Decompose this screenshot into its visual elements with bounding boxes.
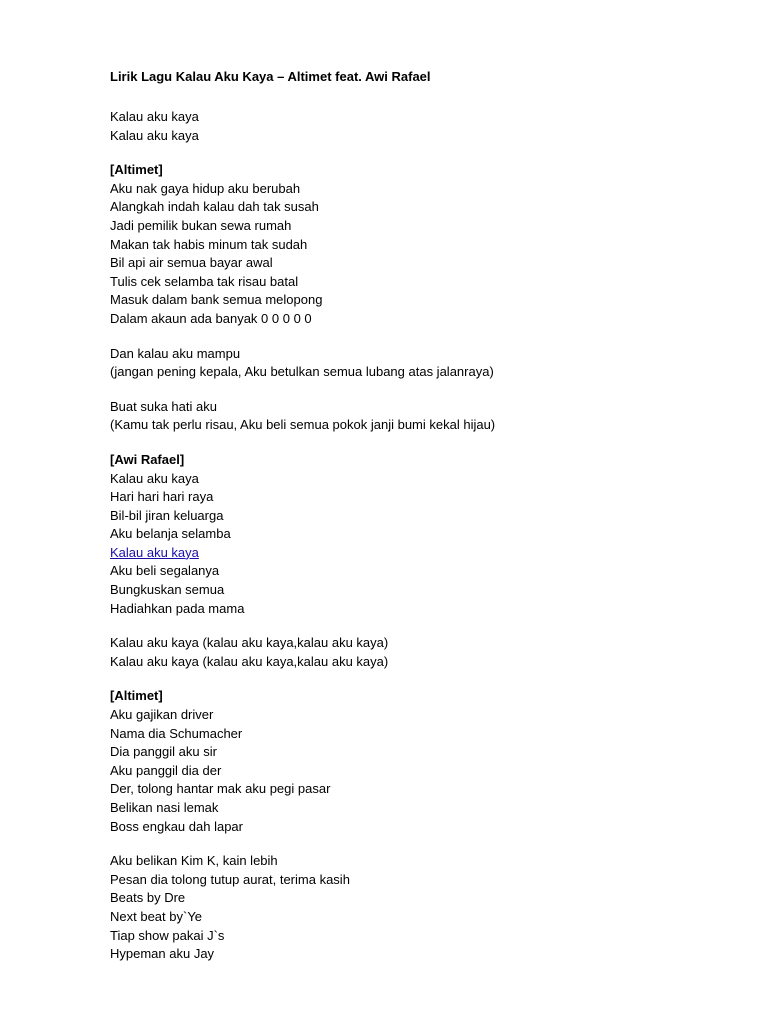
lyric-line: Belikan nasi lemak xyxy=(110,800,219,815)
lyric-line: Tulis cek selamba tak risau batal xyxy=(110,273,299,289)
lyric-line: Dan kalau aku mampu xyxy=(110,345,241,361)
section-heading: [Awi Rafael] xyxy=(110,451,185,467)
section-heading: [Altimet] xyxy=(110,688,163,704)
stanza xyxy=(110,345,730,382)
stanza xyxy=(110,398,730,435)
lyric-line: Kalau aku kaya (kalau aku kaya,kalau aku kaya) xyxy=(110,653,389,669)
lyric-line: Aku belanja selamba xyxy=(110,526,231,542)
lyrics-document xyxy=(110,68,730,980)
stanza xyxy=(110,451,730,618)
lyric-line: Aku gajikan driver xyxy=(110,707,214,723)
lyric-line: Kalau aku kaya (kalau aku kaya,kalau aku kaya) xyxy=(110,635,389,651)
stanza xyxy=(110,108,730,145)
lyric-line: Buat suka hati aku xyxy=(110,398,217,414)
lyric-line: Aku nak gaya hidup aku berubah xyxy=(110,180,301,196)
lyric-line: Der, tolong hantar mak aku pegi pasar xyxy=(110,781,331,797)
lyric-line: Hypeman aku Jay xyxy=(110,946,215,962)
lyric-link[interactable]: Kalau aku kaya xyxy=(110,544,199,560)
lyric-line: Hadiahkan pada mama xyxy=(110,600,245,616)
lyric-line: Dalam akaun ada banyak 0 0 0 0 0 xyxy=(110,310,312,326)
lyric-line: Boss engkau dah lapar xyxy=(110,818,243,834)
lyric-line: Dia panggil aku sir xyxy=(110,744,217,760)
stanza xyxy=(110,852,730,964)
section-heading: [Altimet] xyxy=(110,162,163,178)
lyric-line: (Kamu tak perlu risau, Aku beli semua pokok janji bumi kekal hijau) xyxy=(110,417,496,433)
lyric-line: Jadi pemilik bukan sewa rumah xyxy=(110,217,292,233)
lyric-line: (jangan pening kepala, Aku betulkan semua lubang atas jalanraya) xyxy=(110,364,494,380)
lyric-line: Aku belikan Kim K, kain lebih xyxy=(110,853,278,869)
lyric-line: Bil api air semua bayar awal xyxy=(110,255,273,271)
lyric-line: Kalau aku kaya xyxy=(110,127,199,143)
lyric-line: Hari hari hari raya xyxy=(110,489,214,505)
lyric-line: Bil-bil jiran keluarga xyxy=(110,507,224,523)
lyric-line: Tiap show pakai J`s xyxy=(110,927,225,943)
lyric-line: Pesan dia tolong tutup aurat, terima kasih xyxy=(110,871,350,887)
lyric-line: Bungkuskan semua xyxy=(110,582,225,598)
lyric-line: Makan tak habis minum tak sudah xyxy=(110,236,308,252)
lyric-line: Kalau aku kaya xyxy=(110,470,199,486)
stanza xyxy=(110,161,730,328)
document-title: Lirik Lagu Kalau Aku Kaya – Altimet feat. Awi Rafael xyxy=(110,69,431,84)
lyric-line: Masuk dalam bank semua melopong xyxy=(110,292,323,308)
stanza xyxy=(110,634,730,671)
lyric-line: Aku panggil dia der xyxy=(110,762,222,778)
lyric-line: Beats by Dre xyxy=(110,890,186,906)
stanza xyxy=(110,687,730,836)
lyric-line: Aku beli segalanya xyxy=(110,563,220,579)
lyric-line: Kalau aku kaya xyxy=(110,109,199,124)
lyric-line: Next beat by`Ye xyxy=(110,908,203,924)
lyrics-body xyxy=(110,108,730,964)
lyric-line: Alangkah indah kalau dah tak susah xyxy=(110,199,319,215)
lyric-line: Nama dia Schumacher xyxy=(110,725,243,741)
